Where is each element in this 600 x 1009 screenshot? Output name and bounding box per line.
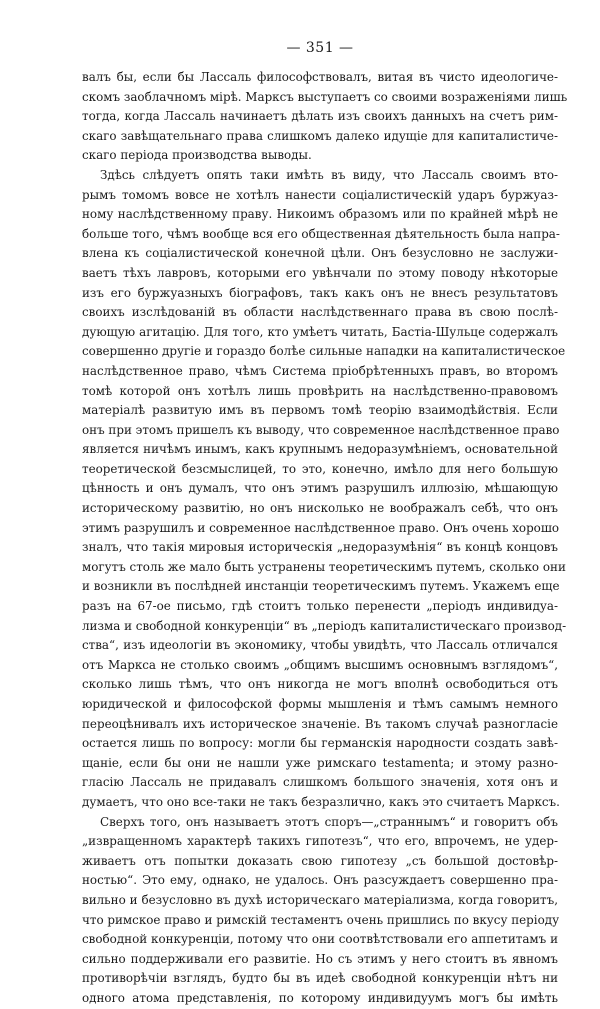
- text-line: влена къ соціалистической конечной цѣли. Онъ безусловно не заслужи-: [82, 246, 558, 261]
- text-line: матеріалѣ развитую имъ въ первомъ томѣ теорію взаимодѣйствія. Если: [82, 403, 558, 418]
- text-line: ностью“. Это ему, однако, не удалось. Онъ разсуждаетъ совершенно пра-: [82, 873, 558, 888]
- text-line: дующую агитацію. Для того, кто умѣетъ читать, Бастіа-Шульце содержалъ: [82, 324, 558, 339]
- text-line: рымъ томомъ вовсе не хотѣлъ нанести соціалистическій ударъ буржуаз-: [82, 187, 558, 202]
- text-line: изъ его буржуазныхъ біографовъ, такъ какъ онъ не внесъ результатовъ: [82, 285, 558, 300]
- text-line: цѣнность и онъ думалъ, что онъ этимъ разрушилъ иллюзію, мѣшающую: [82, 481, 558, 496]
- text-line: скомъ заоблачномъ мірѣ. Марксъ выступаетъ со своими возраженіями лишь: [82, 89, 568, 104]
- text-line: больше того, чѣмъ вообще вся его общественная дѣятельность была напра-: [82, 226, 560, 241]
- text-line: юридической и философской формы мышленія и тѣмъ самымъ немного: [82, 697, 558, 711]
- text-line: своихъ изслѣдованій въ области наслѣдственнаго права въ свою послѣ-: [82, 305, 558, 320]
- text-line: вильно и безусловно въ духѣ историческаго матеріализма, когда говоритъ,: [82, 892, 558, 907]
- text-line: зналъ, что такія мировыя историческія „недоразумѣнія“ въ концѣ концовъ: [82, 540, 558, 555]
- text-line: совершенно другіе и гораздо болѣе сильные нападки на капиталистическое: [82, 344, 566, 359]
- text-line: Сверхъ того, онъ называетъ этотъ споръ—„страннымъ“ и говоритъ объ: [100, 814, 558, 829]
- text-line: сильно поддерживали его развитіе. Но съ этимъ у него стоитъ въ явномъ: [82, 951, 558, 966]
- paragraph: [82, 166, 567, 813]
- page-number: — 351 —: [286, 40, 354, 56]
- text-line: сколько лишь тѣмъ, что онъ никогда не могъ вполнѣ освободиться отъ: [82, 677, 558, 692]
- text-line: противорѣчіи взглядъ, будто бы въ идеѣ свободной конкуренціи нѣтъ ни: [82, 971, 558, 986]
- text-line: тогда, когда Лассаль начинаетъ дѣлать изъ своихъ данныхъ на счетъ рим-: [82, 109, 558, 124]
- text-line: Здѣсь слѣдуетъ опять таки имѣть въ виду, что Лассаль своимъ вто-: [100, 167, 558, 182]
- text-line: щаніе, если бы они не нашли уже римскаго testamenta; и этому разно-: [82, 755, 558, 770]
- text-line: является ничѣмъ инымъ, какъ крупнымъ недоразумѣніемъ, основательной: [82, 442, 558, 457]
- text-line: валъ бы, если бы Лассаль философствовалъ, витая въ чисто идеологиче-: [82, 70, 558, 84]
- text-line: онъ при этомъ пришелъ къ выводу, что современное наслѣдственное право: [82, 422, 560, 437]
- paragraph: [82, 813, 558, 1009]
- paragraph: [82, 68, 568, 166]
- text-line: лизма и свободной конкуренціи“ въ „періодъ капиталистическаго производ-: [82, 618, 567, 633]
- text-line: переоцѣнивалъ ихъ историческое значеніе. Въ такомъ случаѣ разногласіе: [82, 716, 558, 731]
- text-line: отъ Маркса не столько своимъ „общимъ высшимъ основнымъ взглядомъ“,: [82, 657, 558, 672]
- text-body: [82, 68, 568, 1009]
- text-line: что римское право и римскій тестаментъ очень пришлись по вкусу періоду: [82, 912, 560, 927]
- text-line: ваетъ тѣхъ лавровъ, которыми его увѣнчали по этому поводу нѣкоторые: [82, 265, 558, 280]
- text-line: „извращенномъ характерѣ такихъ гипотезъ“, что его, впрочемъ, не удер-: [82, 834, 558, 849]
- text-line: разъ на 67-ое письмо, гдѣ стоитъ только перенести „періодъ индивидуа-: [82, 599, 558, 614]
- text-line: ному наслѣдственному праву. Никоимъ образомъ или по крайней мѣрѣ не: [82, 207, 558, 222]
- text-line: историческому развитію, но онъ нисколько не воображалъ себѣ, что онъ: [82, 501, 558, 516]
- text-line: скаго періода производства выводы.: [82, 148, 312, 163]
- text-line: теоретической безсмыслицей, то это, конечно, имѣло для него большую: [82, 461, 558, 476]
- text-line: живаетъ отъ попытки доказать свою гипотезу „съ большой достовѣр-: [82, 853, 558, 868]
- book-page: [82, 40, 568, 1009]
- text-line: остается лишь по вопросу: могли бы германскія народности создать завѣ-: [82, 736, 558, 751]
- text-line: скаго завѣщательнаго права слишкомъ далеко идущіе для капиталистиче-: [82, 128, 558, 143]
- text-line: гласію Лассаль не придавалъ слишкомъ большого значенія, хотя онъ и: [82, 775, 558, 790]
- text-line: наслѣдственное право, чѣмъ Система пріобрѣтенныхъ правъ, во второмъ: [82, 363, 558, 378]
- text-line: и возникли въ послѣдней инстанціи теоретическимъ путемъ. Укажемъ еще: [82, 579, 560, 594]
- text-line: этимъ разрушилъ и современное наслѣдственное право. Онъ очень хорошо: [82, 520, 560, 535]
- text-line: ства“, изъ идеологіи въ экономику, чтобы увидѣть, что Лассаль отличался: [82, 638, 558, 653]
- text-line: думаетъ, что оно все-таки не такъ безразлично, какъ это считаетъ Марксъ.: [82, 794, 560, 809]
- text-line: одного атома представленія, по которому индивидуумъ могъ бы имѣть: [82, 990, 558, 1005]
- text-line: могутъ столь же мало быть устранены теоретическимъ путемъ, сколько они: [82, 559, 566, 574]
- text-line: свободной конкуренціи, потому что они соотвѣтствовали его аппетитамъ и: [82, 932, 558, 947]
- text-line: томѣ которой онъ хотѣлъ лишь провѣрить на наслѣдственно-правовомъ: [82, 383, 558, 398]
